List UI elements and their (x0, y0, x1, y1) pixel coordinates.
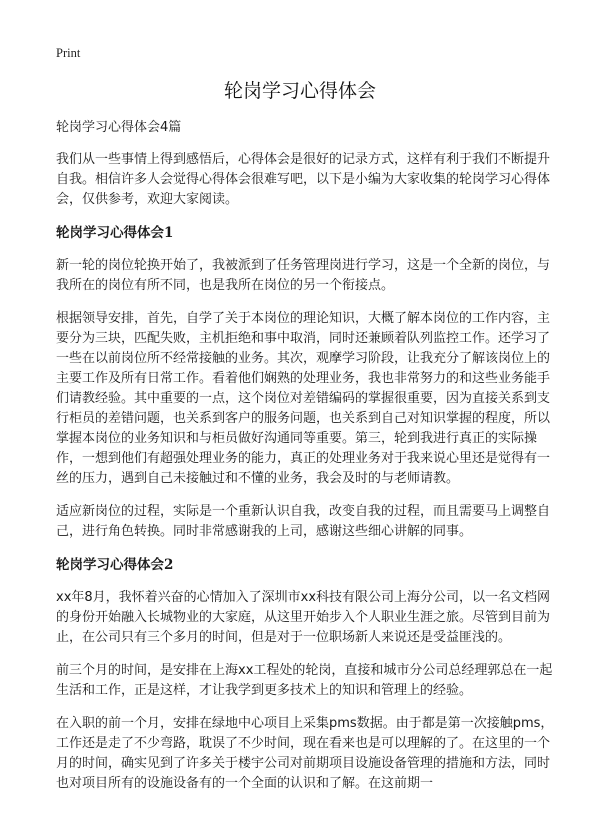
section-paragraph: 前三个月的时间，是安排在上海xx工程处的轮岗，直接和城市分公司总经理郭总在一起生活和工作，正是这样，才让我学到更多技术上的知识和管理上的经验。 (56, 663, 553, 698)
print-link[interactable]: Print (56, 46, 81, 60)
section-heading: 轮岗学习心得体会1 (56, 225, 174, 241)
section-paragraph: 在入职的前一个月，安排在绿地中心项目上采集pms数据。由于都是第一次接触pms，工作还是走了不少弯路，耽误了不少时间，现在看来也是可以理解的了。在这里的一个月的时间，确实见到了许多关于楼宇公司对前期项目设施设备管理的措施和方法，同时也对项目所有的设施设备有的一个全面的认识和了解。在这前期一 (56, 716, 554, 791)
section-paragraph: 适应新岗位的过程，实际是一个重新认识自我，改变自我的过程，而且需要马上调整自己，进行角色转换。同时非常感谢我的上司，感谢这些细心讲解的同事。 (56, 504, 551, 539)
section-paragraph: 新一轮的岗位轮换开始了，我被派到了任务管理岗进行学习，这是一个全新的岗位，与我所在的岗位有所不同，也是我所在岗位的另一个衔接点。 (56, 258, 551, 293)
intro-paragraph: 我们从一些事情上得到感悟后，心得体会是很好的记录方式，这样有利于我们不断提升自我。相信许多人会觉得心得体会很难写吧，以下是小编为大家收集的轮岗学习心得体会，仅供参考，欢迎大家阅读。 (56, 152, 551, 207)
page-title: 轮岗学习心得体会 (223, 80, 376, 102)
document-body (56, 118, 558, 807)
section-paragraph: xx年8月，我怀着兴奋的心情加入了深圳市xx科技有限公司上海分公司，以一名文档网的身份开始融入长城物业的大家庭，从这里开始步入个人职业生涯之旅。尽管到目前为止，在公司只有三个多月的时间，但是对于一位职场新人来说还是受益匪浅的。 (56, 590, 551, 645)
section-paragraph: 根据领导安排，首先，自学了关于本岗位的理论知识，大概了解本岗位的工作内容，主要分为三块，匹配失败，主机拒绝和事中取消，同时还兼顾着队列监控工作。还学习了一些在以前岗位所不经常接触的业务。其次，观摩学习阶段，让我充分了解该岗位上的主要工作及所有日常工作。看着他们娴熟的处理业务，我也非常努力的和这些业务能手们请教经验。其中重要的一点，这个岗位对差错编码的掌握很重要，因为直接关系到支行柜员的差错问题，也关系到客户的服务问题，也关系到自己对知识掌握的程度，所以掌握本岗位的业务知识和与柜员做好沟通同等重要。第三，轮到我进行真正的实际操作，一想到他们有超强处理业务的能力，真正的处理业务对于我来说心里还是觉得有一丝的压力，遇到自己未接触过和不懂的业务，我会及时的与老师请教。 (56, 311, 551, 486)
section-heading: 轮岗学习心得体会2 (56, 557, 174, 573)
document-subtitle: 轮岗学习心得体会4篇 (56, 120, 182, 135)
